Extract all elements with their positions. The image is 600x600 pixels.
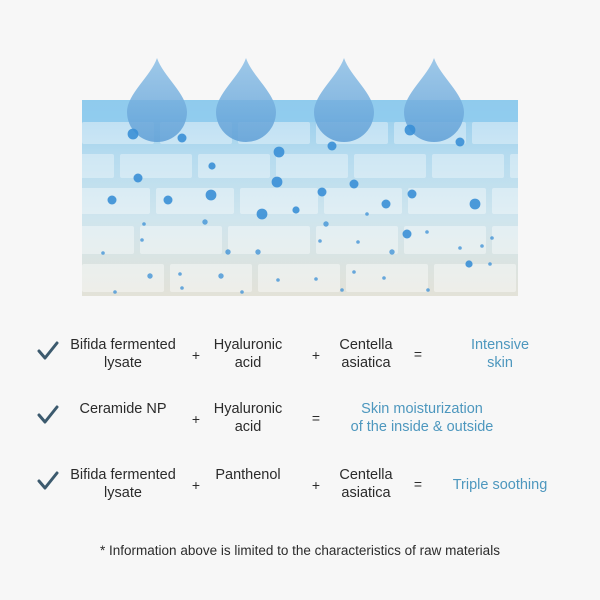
moisture-particle <box>328 142 337 151</box>
moisture-particle <box>164 196 173 205</box>
moisture-particle <box>134 174 143 183</box>
moisture-particle <box>147 273 152 278</box>
moisture-particle <box>340 288 344 292</box>
result-line: Intensive <box>470 337 530 353</box>
ingredient-term <box>183 466 313 484</box>
ingredient-term <box>183 400 313 436</box>
term-line: Hyaluronic <box>213 401 283 417</box>
formula-result <box>440 476 560 494</box>
moisture-particle <box>272 177 283 188</box>
term-line: asiatica <box>341 485 391 501</box>
moisture-particle <box>456 138 465 147</box>
ingredient-formulas <box>0 332 600 512</box>
moisture-particle <box>101 251 105 255</box>
moisture-particle <box>365 212 369 216</box>
plus-operator: + <box>191 347 201 363</box>
skin-cell <box>276 154 348 178</box>
skin-cell <box>354 154 426 178</box>
moisture-particle <box>425 230 429 234</box>
equals-operator: = <box>413 476 423 492</box>
moisture-particle <box>276 278 280 282</box>
moisture-particle <box>240 290 244 294</box>
plus-operator: + <box>191 477 201 493</box>
moisture-particle <box>206 190 217 201</box>
skin-cell <box>82 226 134 254</box>
skin-cell <box>492 188 518 214</box>
moisture-particle <box>480 244 484 248</box>
moisture-particle <box>323 221 328 226</box>
ingredient-term <box>183 336 313 372</box>
skin-cell <box>472 122 518 144</box>
term-line: lysate <box>104 355 142 371</box>
result-line: Skin moisturization <box>361 401 483 417</box>
skin-cell <box>346 264 428 292</box>
skin-cell <box>510 154 518 178</box>
moisture-particle <box>314 277 318 281</box>
skin-cell <box>434 264 516 292</box>
moisture-particle <box>408 190 417 199</box>
moisture-particle <box>350 180 359 189</box>
term-line: Panthenol <box>215 467 281 483</box>
moisture-particle <box>218 273 223 278</box>
moisture-particle <box>180 286 184 290</box>
disclaimer-note: * Information above is limited to the characteristics of raw materials <box>100 543 500 558</box>
moisture-particle <box>389 249 394 254</box>
moisture-particle <box>113 290 117 294</box>
water-droplet-icon <box>314 58 374 142</box>
ingredient-term <box>58 466 188 502</box>
checkmark-icon <box>37 341 59 361</box>
formula-result <box>332 400 512 436</box>
moisture-particle <box>178 134 187 143</box>
result-line: skin <box>487 355 513 371</box>
skin-cell <box>492 226 518 254</box>
moisture-particle <box>426 288 430 292</box>
ingredient-term <box>58 400 188 418</box>
plus-operator: + <box>311 477 321 493</box>
plus-operator: + <box>311 347 321 363</box>
moisture-particle <box>490 236 494 240</box>
formula-row-3 <box>0 462 600 502</box>
moisture-particle <box>274 147 285 158</box>
moisture-particle <box>108 196 117 205</box>
skin-cell <box>432 154 504 178</box>
moisture-particle <box>225 249 230 254</box>
moisture-particle <box>318 188 327 197</box>
moisture-particle <box>292 206 299 213</box>
moisture-particle <box>202 219 207 224</box>
moisture-particle <box>382 276 386 280</box>
moisture-particle <box>458 246 462 250</box>
skin-cell <box>404 226 486 254</box>
checkmark-icon <box>37 471 59 491</box>
ingredient-term <box>58 336 188 372</box>
moisture-particle <box>405 125 416 136</box>
moisture-particle <box>470 199 481 210</box>
skin-cell <box>258 264 340 292</box>
skin-cell <box>240 188 318 214</box>
moisture-particle <box>142 222 146 226</box>
term-line: acid <box>234 419 262 435</box>
term-line: Bifida fermented <box>70 337 176 353</box>
water-droplet-icon <box>127 58 187 142</box>
moisture-particle <box>352 270 356 274</box>
moisture-particle <box>128 129 139 140</box>
term-line: Centella <box>339 467 393 483</box>
moisture-particle <box>403 230 412 239</box>
term-line: Centella <box>339 337 393 353</box>
term-line: Hyaluronic <box>213 337 283 353</box>
moisture-particle <box>488 262 492 266</box>
skin-cell <box>316 226 398 254</box>
skin-layers-illustration <box>82 54 518 296</box>
skin-cell <box>228 226 310 254</box>
skin-cell <box>324 188 402 214</box>
equals-operator: = <box>413 346 423 362</box>
moisture-particle <box>318 239 322 243</box>
term-line: Bifida fermented <box>70 467 176 483</box>
plus-operator: + <box>191 411 201 427</box>
result-line: Triple soothing <box>452 477 548 493</box>
checkmark-icon <box>37 405 59 425</box>
skin-cell <box>82 154 114 178</box>
moisture-particle <box>208 162 215 169</box>
moisture-particle <box>382 200 391 209</box>
formula-row-2 <box>0 396 600 436</box>
moisture-particle <box>465 260 472 267</box>
skin-cell <box>140 226 222 254</box>
term-line: Ceramide NP <box>79 401 167 417</box>
formula-row-1 <box>0 332 600 372</box>
moisture-particle <box>257 209 268 220</box>
term-line: acid <box>234 355 262 371</box>
formula-result <box>440 336 560 372</box>
skin-cell <box>120 154 192 178</box>
moisture-particle <box>255 249 260 254</box>
equals-operator: = <box>311 410 321 426</box>
term-line: asiatica <box>341 355 391 371</box>
result-line: of the inside & outside <box>350 419 494 435</box>
moisture-particle <box>140 238 144 242</box>
term-line: lysate <box>104 485 142 501</box>
water-droplet-icon <box>216 58 276 142</box>
moisture-particle <box>178 272 182 276</box>
moisture-particle <box>356 240 360 244</box>
